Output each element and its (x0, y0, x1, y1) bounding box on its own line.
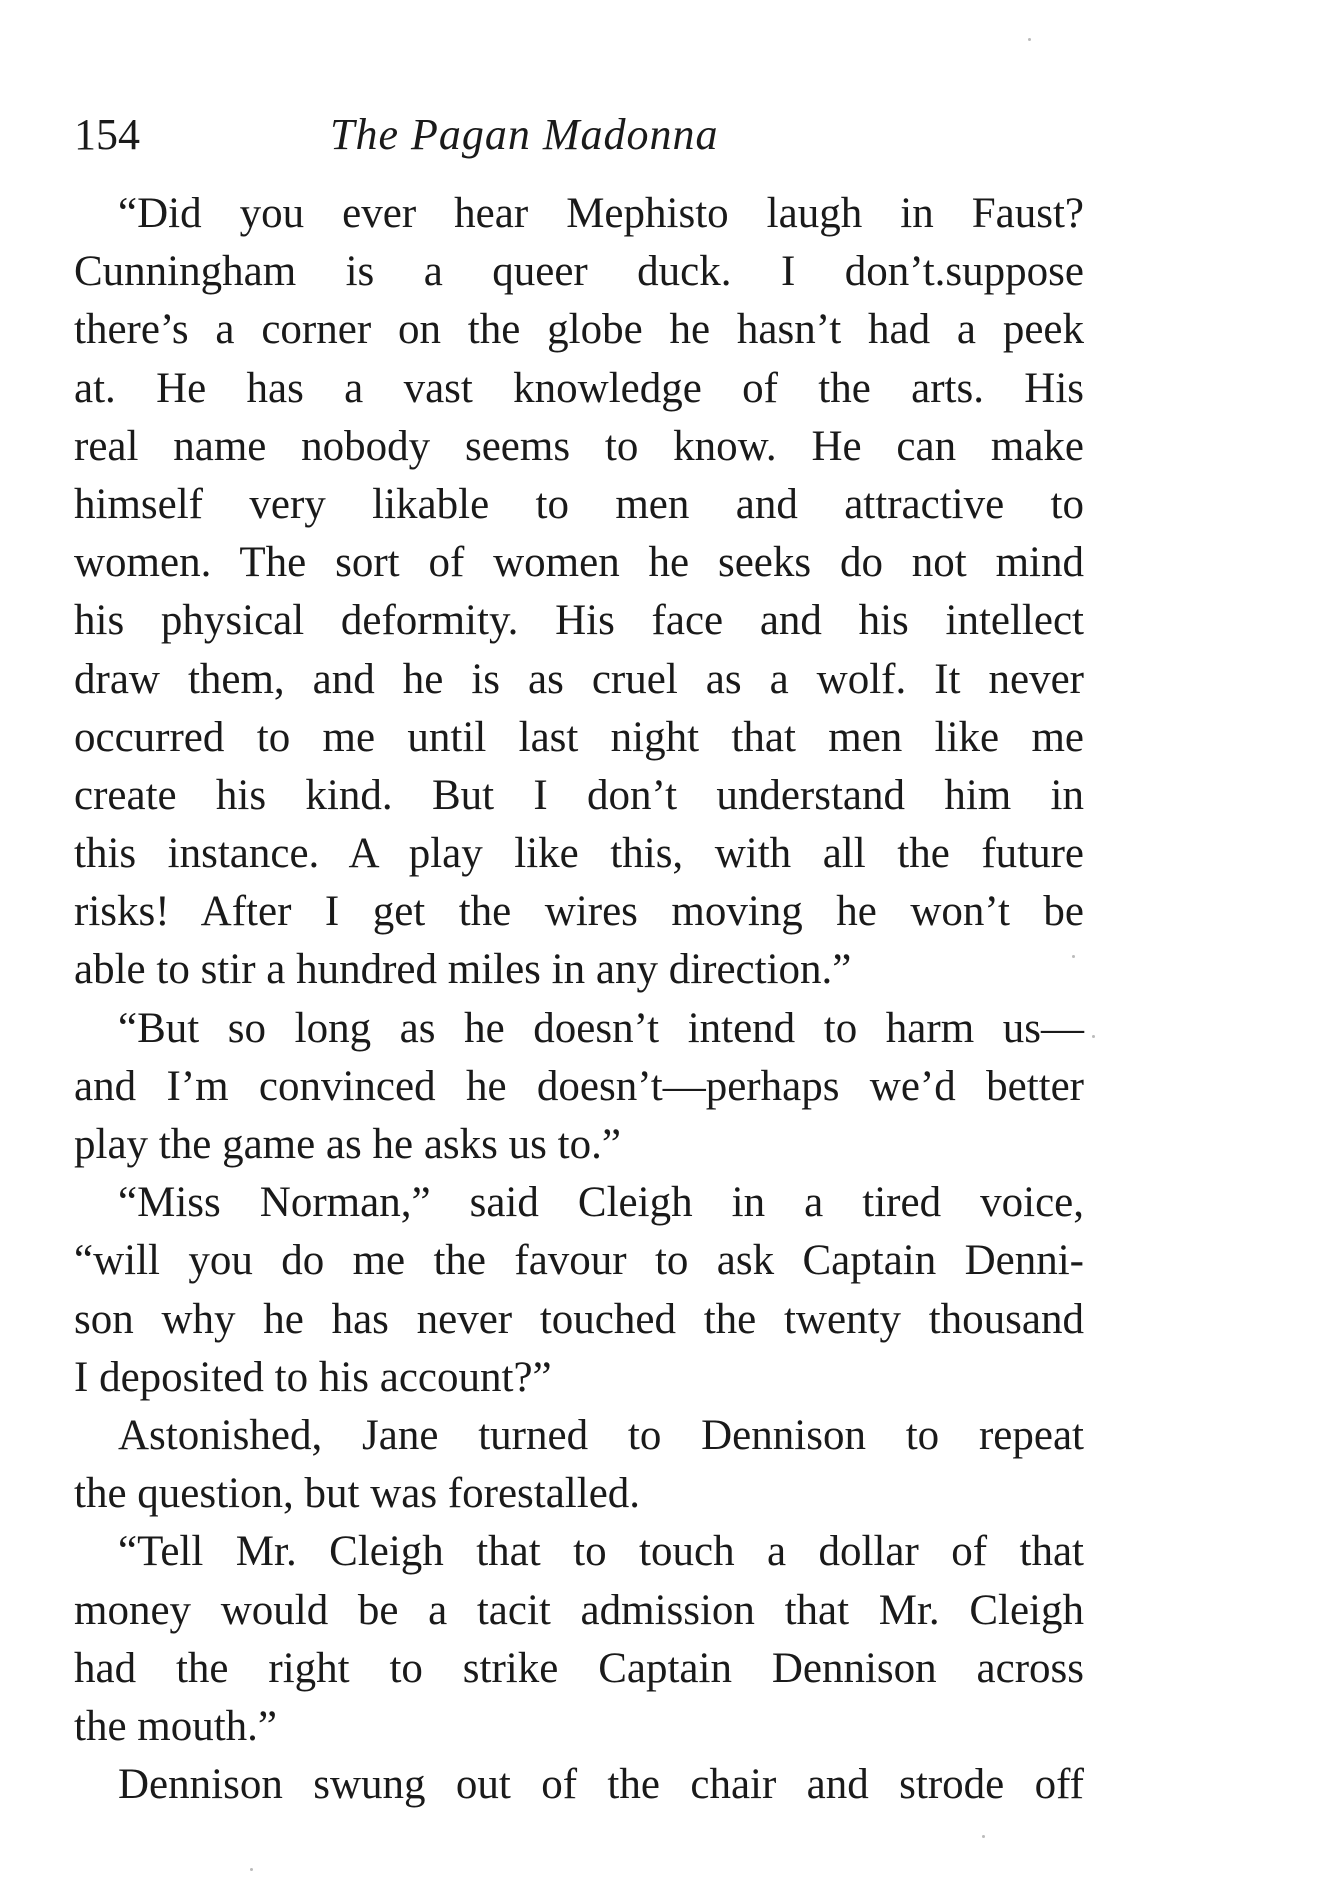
text-line: real name nobody seems to know. He can make (74, 422, 1084, 470)
text-line: the question, but was forestalled. (74, 1470, 641, 1518)
text-line: I deposited to his account?” (74, 1353, 552, 1401)
paper-speck (982, 1835, 985, 1838)
text-line: women. The sort of women he seeks do not mind (74, 539, 1084, 587)
text-line: had the right to strike Captain Dennison across (74, 1644, 1084, 1692)
text-line: the mouth.” (74, 1702, 278, 1750)
text-line: his physical deformity. His face and his intellect (74, 597, 1084, 645)
paper-speck (1028, 38, 1031, 41)
text-line: “Did you ever hear Mephisto laugh in Faust? (118, 190, 1084, 237)
text-line: “Miss Norman,” said Cleigh in a tired voice, (118, 1179, 1084, 1227)
body-text (74, 185, 1084, 1814)
text-line: able to stir a hundred miles in any direction.” (74, 946, 852, 994)
text-line: there’s a corner on the globe he hasn’t had a peek (74, 306, 1084, 354)
text-line: at. He has a vast knowledge of the arts. His (74, 364, 1084, 412)
page-number: 154 (74, 110, 140, 159)
text-line: play the game as he asks us to.” (74, 1121, 621, 1168)
text-line: and I’m convinced he doesn’t—perhaps we’d better (74, 1062, 1084, 1110)
text-line: Dennison swung out of the chair and strode off (118, 1761, 1084, 1809)
running-head (74, 100, 1074, 170)
text-line: son why he has never touched the twenty thousand (74, 1295, 1084, 1343)
book-title: The Pagan Madonna (330, 110, 719, 159)
paper-speck (1092, 1035, 1095, 1038)
text-line: risks! After I get the wires moving he won’t be (74, 888, 1084, 936)
text-line: Cunningham is a queer duck. I don’t.suppose (74, 248, 1084, 296)
text-line: “will you do me the favour to ask Captain Denni- (74, 1237, 1084, 1285)
text-line: occurred to me until last night that men like me (74, 713, 1084, 761)
text-line: “Tell Mr. Cleigh that to touch a dollar of that (118, 1528, 1084, 1576)
text-line: money would be a tacit admission that Mr. Cleigh (74, 1586, 1084, 1634)
text-line: himself very likable to men and attractive to (74, 480, 1084, 528)
text-line: this instance. A play like this, with all the future (74, 830, 1084, 878)
paper-speck (250, 1868, 253, 1871)
text-line: “But so long as he doesn’t intend to harm us— (118, 1004, 1084, 1052)
text-line: create his kind. But I don’t understand him in (74, 771, 1084, 819)
text-line: Astonished, Jane turned to Dennison to repeat (118, 1411, 1084, 1459)
text-line: draw them, and he is as cruel as a wolf. It never (74, 655, 1084, 703)
paper-speck (1072, 955, 1075, 958)
